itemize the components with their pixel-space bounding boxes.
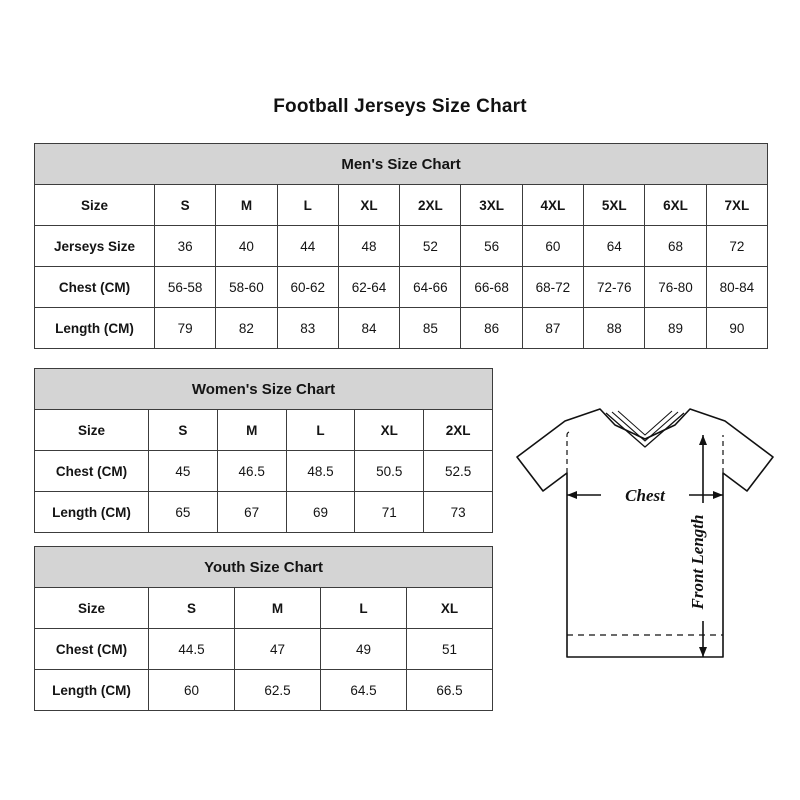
table-cell: 62-64: [338, 267, 399, 308]
table-row: [35, 670, 493, 711]
table-cell: 89: [645, 308, 706, 349]
table-cell: L: [286, 410, 355, 451]
row-label-length: Length (CM): [35, 670, 149, 711]
table-cell: 76-80: [645, 267, 706, 308]
row-label-size: Size: [35, 185, 155, 226]
mens-section-header: Men's Size Chart: [35, 144, 768, 185]
womens-section-header: Women's Size Chart: [35, 369, 493, 410]
table-cell: 73: [424, 492, 493, 533]
table-cell: 49: [321, 629, 407, 670]
table-cell: 62.5: [235, 670, 321, 711]
table-row: [35, 185, 768, 226]
table-cell: 48: [338, 226, 399, 267]
table-cell: XL: [355, 410, 424, 451]
table-cell: 5XL: [584, 185, 645, 226]
row-label-chest: Chest (CM): [35, 267, 155, 308]
table-cell: 66-68: [461, 267, 522, 308]
mens-size-chart-table: [34, 143, 768, 349]
table-row: [35, 451, 493, 492]
row-label-chest: Chest (CM): [35, 451, 149, 492]
table-cell: 58-60: [216, 267, 277, 308]
table-cell: 88: [584, 308, 645, 349]
row-label-length: Length (CM): [35, 308, 155, 349]
table-cell: 3XL: [461, 185, 522, 226]
table-cell: 83: [277, 308, 338, 349]
table-cell: 46.5: [217, 451, 286, 492]
table-cell: 87: [522, 308, 583, 349]
table-cell: M: [217, 410, 286, 451]
table-row: [35, 226, 768, 267]
table-cell: 2XL: [400, 185, 461, 226]
table-cell: 4XL: [522, 185, 583, 226]
table-section-header-row: [35, 144, 768, 185]
collar-line: [606, 413, 684, 447]
table-cell: 79: [155, 308, 216, 349]
page-title: Football Jerseys Size Chart: [273, 96, 527, 117]
table-cell: 6XL: [645, 185, 706, 226]
collar-line-inner-2: [618, 411, 672, 435]
table-row: [35, 588, 493, 629]
table-cell: 47: [235, 629, 321, 670]
front-length-measure-label: Front Length: [688, 514, 707, 610]
table-cell: 67: [217, 492, 286, 533]
table-cell: XL: [407, 588, 493, 629]
row-label-size: Size: [35, 410, 149, 451]
table-cell: 45: [149, 451, 218, 492]
row-label-jerseys-size: Jerseys Size: [35, 226, 155, 267]
table-cell: 64: [584, 226, 645, 267]
table-cell: 64-66: [400, 267, 461, 308]
table-cell: 90: [706, 308, 767, 349]
row-label-chest: Chest (CM): [35, 629, 149, 670]
table-cell: 48.5: [286, 451, 355, 492]
table-cell: S: [155, 185, 216, 226]
table-section-header-row: [35, 547, 493, 588]
table-cell: 52.5: [424, 451, 493, 492]
table-cell: M: [216, 185, 277, 226]
table-cell: 50.5: [355, 451, 424, 492]
womens-size-chart-table: [34, 368, 493, 533]
table-cell: 65: [149, 492, 218, 533]
table-cell: 72: [706, 226, 767, 267]
table-cell: 85: [400, 308, 461, 349]
row-label-length: Length (CM): [35, 492, 149, 533]
table-cell: XL: [338, 185, 399, 226]
table-cell: 69: [286, 492, 355, 533]
youth-section-header: Youth Size Chart: [35, 547, 493, 588]
table-cell: 60: [522, 226, 583, 267]
table-cell: 56-58: [155, 267, 216, 308]
tshirt-icon: [505, 395, 785, 695]
table-cell: 7XL: [706, 185, 767, 226]
table-cell: 66.5: [407, 670, 493, 711]
tshirt-measurement-diagram: [505, 395, 785, 695]
youth-size-chart-table: [34, 546, 493, 711]
table-cell: 82: [216, 308, 277, 349]
table-cell: 72-76: [584, 267, 645, 308]
table-row: [35, 629, 493, 670]
table-cell: M: [235, 588, 321, 629]
table-cell: 68: [645, 226, 706, 267]
table-cell: 44: [277, 226, 338, 267]
table-cell: 68-72: [522, 267, 583, 308]
table-row: [35, 308, 768, 349]
table-cell: 52: [400, 226, 461, 267]
table-cell: S: [149, 588, 235, 629]
table-cell: 44.5: [149, 629, 235, 670]
table-cell: 36: [155, 226, 216, 267]
table-cell: 60: [149, 670, 235, 711]
chest-measure-label: Chest: [625, 486, 665, 505]
table-section-header-row: [35, 369, 493, 410]
table-cell: 2XL: [424, 410, 493, 451]
table-cell: 64.5: [321, 670, 407, 711]
table-row: [35, 267, 768, 308]
table-cell: 56: [461, 226, 522, 267]
table-row: [35, 492, 493, 533]
table-cell: 60-62: [277, 267, 338, 308]
table-cell: L: [321, 588, 407, 629]
table-cell: 80-84: [706, 267, 767, 308]
table-row: [35, 410, 493, 451]
table-cell: 86: [461, 308, 522, 349]
table-cell: 71: [355, 492, 424, 533]
table-cell: 40: [216, 226, 277, 267]
table-cell: L: [277, 185, 338, 226]
table-cell: S: [149, 410, 218, 451]
left-sleeve-seam: [567, 432, 569, 473]
table-cell: 84: [338, 308, 399, 349]
row-label-size: Size: [35, 588, 149, 629]
table-cell: 51: [407, 629, 493, 670]
